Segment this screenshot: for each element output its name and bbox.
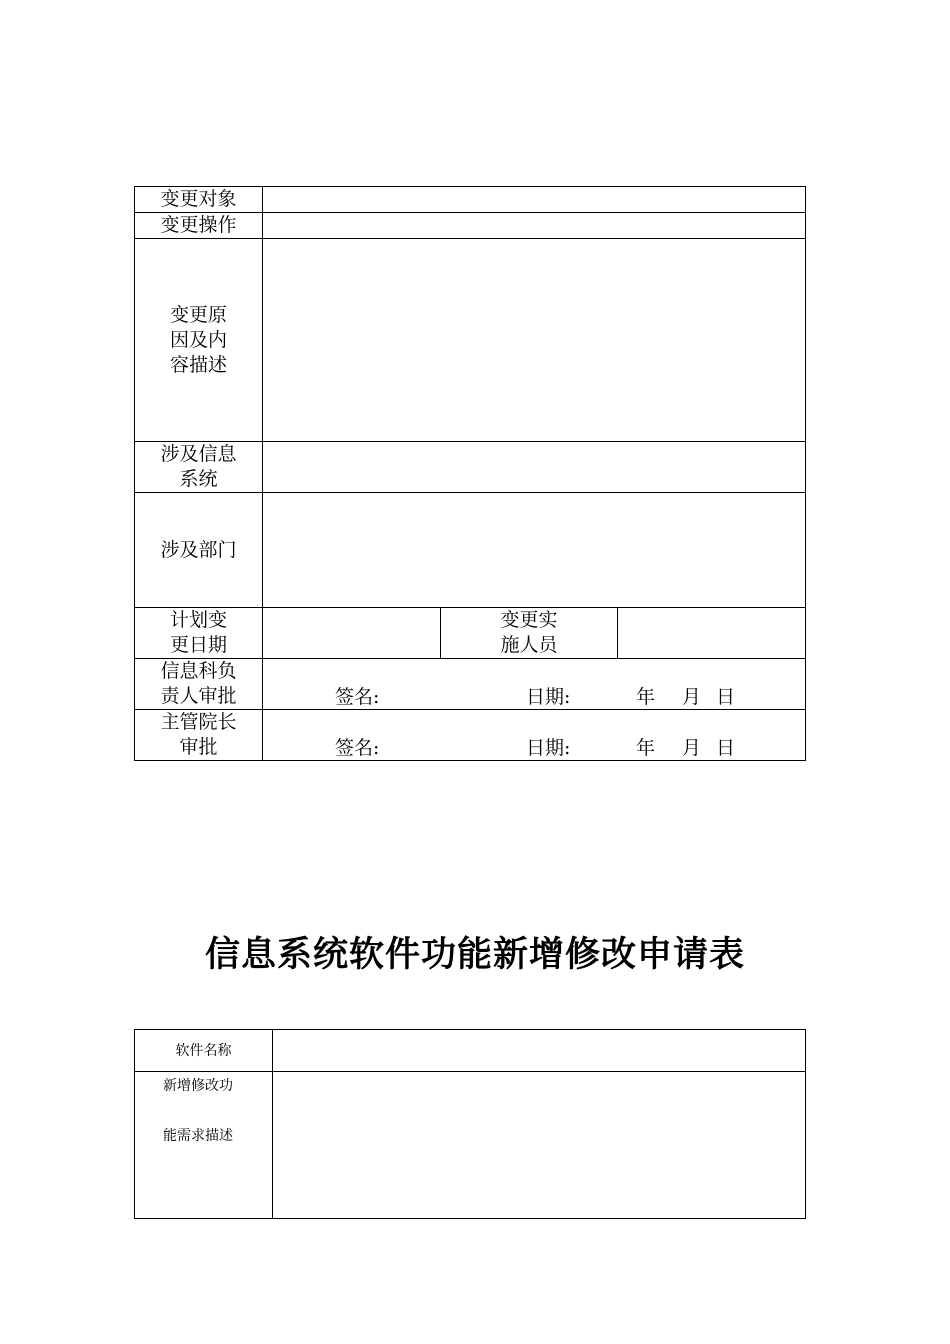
implementer-label: 变更实 施人员 bbox=[441, 608, 618, 659]
planned-date-field[interactable] bbox=[263, 608, 441, 659]
change-request-table bbox=[134, 186, 806, 761]
month-label: 月 bbox=[682, 737, 702, 759]
involved-departments-label: 涉及部门 bbox=[135, 493, 263, 608]
date-label: 日期: bbox=[526, 737, 571, 759]
year-label: 年 bbox=[636, 686, 656, 708]
year-label: 年 bbox=[636, 737, 656, 759]
change-operation-field[interactable] bbox=[263, 213, 806, 239]
planned-date-label: 计划变 更日期 bbox=[135, 608, 263, 659]
function-description-label: 新增修改功 能需求描述 bbox=[135, 1072, 273, 1219]
sign-label: 签名: bbox=[335, 686, 380, 708]
it-approval-label: 信息科负 责人审批 bbox=[135, 659, 263, 710]
involved-departments-field[interactable] bbox=[263, 493, 806, 608]
it-approval-field[interactable] bbox=[263, 659, 806, 710]
change-reason-field[interactable] bbox=[263, 239, 806, 442]
implementer-field[interactable] bbox=[618, 608, 806, 659]
change-reason-label: 变更原 因及内 容描述 bbox=[135, 239, 263, 442]
month-label: 月 bbox=[682, 686, 702, 708]
involved-systems-label: 涉及信息 系统 bbox=[135, 442, 263, 493]
involved-systems-field[interactable] bbox=[263, 442, 806, 493]
day-label: 日 bbox=[716, 686, 736, 708]
function-description-field[interactable] bbox=[273, 1072, 806, 1219]
director-approval-label: 主管院长 审批 bbox=[135, 710, 263, 761]
form-title: 信息系统软件功能新增修改申请表 bbox=[204, 934, 745, 975]
sign-label: 签名: bbox=[335, 737, 380, 759]
day-label: 日 bbox=[716, 737, 736, 759]
change-object-field[interactable] bbox=[263, 187, 806, 213]
change-object-label: 变更对象 bbox=[135, 187, 263, 213]
director-approval-field[interactable] bbox=[263, 710, 806, 761]
software-name-label: 软件名称 bbox=[135, 1030, 273, 1072]
change-operation-label: 变更操作 bbox=[135, 213, 263, 239]
software-name-field[interactable] bbox=[273, 1030, 806, 1072]
software-request-table bbox=[134, 1029, 806, 1219]
date-label: 日期: bbox=[526, 686, 571, 708]
